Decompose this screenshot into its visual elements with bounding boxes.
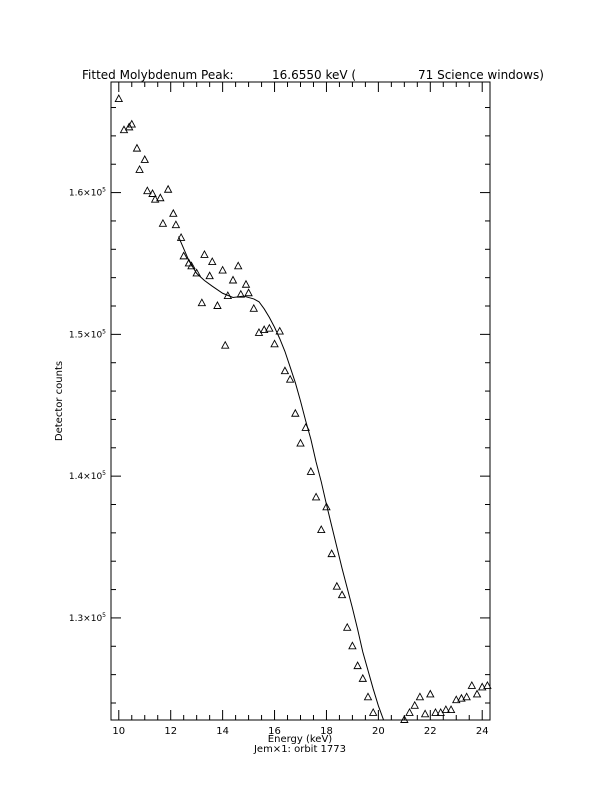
chart-subtitle: Jem×1: orbit 1773: [253, 744, 347, 755]
data-point-triangle: [235, 262, 242, 269]
data-point-triangle: [245, 289, 252, 296]
data-point-triangle: [198, 299, 205, 306]
data-point-triangle: [364, 693, 371, 700]
data-point-triangle: [468, 682, 475, 689]
y-tick-label: $1.4\times 10^5$: [68, 470, 106, 483]
data-point-triangle: [209, 258, 216, 265]
data-point-triangle: [328, 550, 335, 557]
y-tick-labels: [69, 187, 106, 624]
data-point-triangle: [242, 281, 249, 288]
data-point-triangle: [250, 305, 257, 312]
data-point-triangle: [133, 145, 140, 152]
data-point-triangle: [349, 642, 356, 649]
data-point-triangle: [159, 220, 166, 227]
data-point-triangle: [281, 367, 288, 374]
data-point-triangle: [170, 210, 177, 217]
chart-title-energy: 16.6550 keV (: [272, 68, 357, 82]
data-point-triangle: [230, 276, 237, 283]
x-tick-label: 20: [372, 726, 385, 737]
data-point-triangle: [115, 95, 122, 102]
data-point-triangle: [411, 702, 418, 709]
data-point-triangle: [214, 302, 221, 309]
x-tick-label: 18: [320, 726, 333, 737]
data-point-triangle: [354, 662, 361, 669]
data-point-triangle: [201, 251, 208, 258]
y-tick-label: $1.5\times 10^5$: [68, 328, 106, 341]
data-point-triangle: [422, 710, 429, 717]
data-point-triangle: [463, 693, 470, 700]
data-points: [115, 95, 491, 722]
data-point-triangle: [359, 675, 366, 682]
data-point-triangle: [406, 709, 413, 716]
data-point-triangle: [157, 194, 164, 201]
y-tick-label: $1.3\times 10^5$: [68, 611, 106, 624]
data-point-triangle: [165, 186, 172, 193]
data-point-triangle: [271, 340, 278, 347]
chart-title-windows: 71 Science windows): [418, 68, 544, 82]
data-point-triangle: [333, 583, 340, 590]
chart-title: Fitted Molybdenum Peak:: [82, 68, 234, 82]
x-tick-label: 24: [475, 726, 489, 737]
data-point-triangle: [416, 693, 423, 700]
x-axis-label: Energy (keV): [267, 734, 333, 745]
fit-curve: [178, 237, 404, 720]
data-point-triangle: [339, 591, 346, 598]
data-point-triangle: [297, 440, 304, 447]
data-point-triangle: [313, 493, 320, 500]
x-tick-label: 14: [216, 726, 229, 737]
data-point-triangle: [144, 187, 151, 194]
data-point-triangle: [136, 166, 143, 173]
data-point-triangle: [219, 267, 226, 274]
data-point-triangle: [292, 410, 299, 417]
data-point-triangle: [370, 709, 377, 716]
data-point-triangle: [287, 376, 294, 383]
x-tick-label: 16: [268, 726, 281, 737]
x-tick-label: 12: [164, 726, 178, 737]
data-point-triangle: [222, 342, 229, 349]
data-point-triangle: [474, 690, 481, 697]
data-point-triangle: [172, 221, 179, 228]
data-point-triangle: [266, 325, 273, 332]
data-point-triangle: [206, 272, 213, 279]
data-point-triangle: [344, 624, 351, 631]
y-tick-label: $1.6\times 10^5$: [68, 186, 106, 199]
x-tick-label: 10: [112, 726, 126, 737]
data-point-triangle: [427, 690, 434, 697]
data-point-triangle: [318, 526, 325, 533]
data-point-triangle: [141, 156, 148, 163]
y-axis-label: Detector counts: [54, 360, 65, 442]
data-point-triangle: [307, 468, 314, 475]
x-tick-label: 22: [423, 726, 437, 737]
